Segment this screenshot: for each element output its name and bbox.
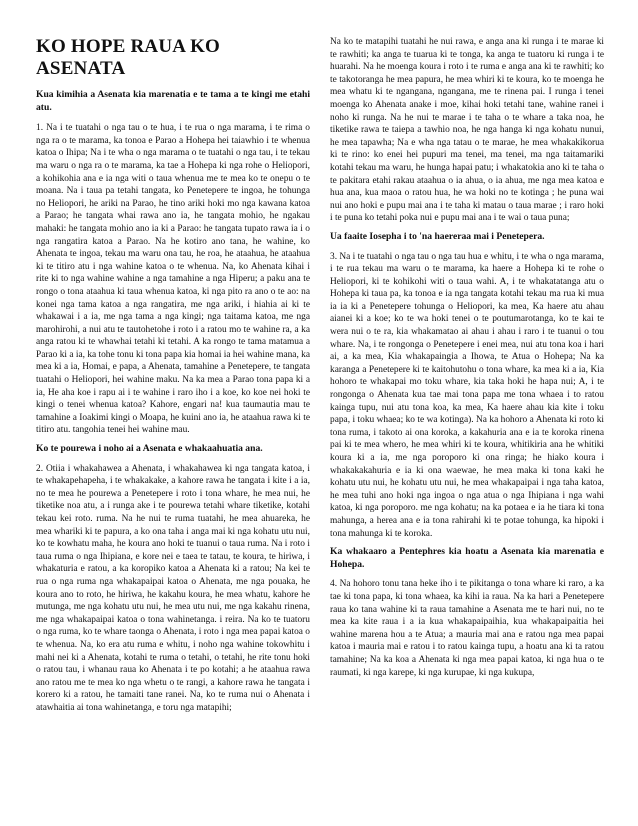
paragraph-2: 2. Otiia i whakahawea a Ahenata, i whakahawea ki nga tangata katoa, i te whakapehapeha, i te whakakake, a kahore rawa he tangata i kite i a ia, no te mea he pourewa a Penetepere i roto i tona whare, he mea nui, he tiketike noa atu, a i runga ake i te pourewa tetahi whare tiketike, kotahi tekau kei roto. ruma. Na he nui te ruma tuatahi, he mea ahuareka, he mea whariki ki te papura, a ko ona taha i anga mai ki nga kohatu utu nui, ko te kowhatu maha, he koura ano hoki te tuanui o taua ruma. Na i roto i taua ruma o nga Ihipiana, e kore nei e taea te tatau, te koura, te hiriwa, i whakaturia e ratou, a ka koropiko katoa a Ahenata ki a ratou; Na kei te rua o nga ruma nga whakapaipai katoa o Ahenata, me nga pouaka, he koura ano to roto, he hiriwa, he kakahu koura, he mea whatu, kahore he mutunga, me nga kohatu utu nui, he mea utu nui, me nga kakahu rinena, me nga whakapaipai katoa o tona wahinetanga. i reira. Na ko te tuatoru o nga ruma, ko te whare taonga o Ahenata, i roto i nga mea papai katoa o te whenua. Na, ko era atu ruma e whitu, i noho nga wahine tokowhitu i mahi nei ki a Ahenata, kotahi te ruma o tetahi, o tetahi, he rite tonu hoki o ratou tau, i whanau raua ko Ahenata i te po kotahi; a he ataahua rawa ano ratou me te mea ko nga whetu o te rangi, a kahore rawa he tangata i korero ki a ratou, he tamaiti tane ranei. Na, ko te ruma nui o Ahenata i atawhaitia ai tona wahinetanga, e toru nga matapihi; [36, 463, 310, 713]
right-column [330, 36, 604, 806]
paragraph-4: 4. Na hohoro tonu tana heke iho i te pikitanga o tona whare ki raro, a ka tae ki tona papa, ki tona whaea, ka kihi ia raua. Na ka hari a Penetepere raua ko tana wahine ki ta raua tamahine a Asenata me te hari nui, no te mea ka kite raua i a ia kua whakapaipaihia, kua whakapaipaitia hei wahine marena hou a te Atua; a mauria mai ana e ratou nga mea papai katoa i mauria mai e ratou i to ratou kainga tupu, a hoatu ana ki ta ratou tamahine; Na ka koa a Ahenata ki nga mea papai katoa, ki nga hua o te raumati, ki nga karepe, ki nga kurupae, ki nga kukupa, [330, 579, 604, 678]
paragraph-1: 1. Na i te tuatahi o nga tau o te hua, i te rua o nga marama, i te rima o nga ra o te marama, ka tonoa e Parao a Hohepa hei taiawhio i te whenua katoa o Ihipa; Na i te wha o nga marama o te tuatahi o nga tau, i te tekau ma waru o nga ra o te marama, ka tae a Hohepa ki nga rohe o Heliopori, a kohikohia ana e ia nga witi o taua whenua me te mea ko te onepu o te moana. Na i taua pa tetahi tangata, ko Penetepere te ingoa, he tohunga no Heliopori, he ariki na Parao, he tino ariki hoki mo nga kawana katoa a Parao; he tangata whai rawa ano ia, he tangata mohio, he ngakau mahaki: he tangata mohio ano ia ki a Parao: he tangata tupato rawa ia i o nga rangatira katoa a Parao. Na he kotiro ano tana, he wahine, ko Ahenata te ingoa, tekau ma waru ona tau, he roa, he ataahua, he ataahua ki te titiro atu i nga wahine katoa o te whenua. Na, ko Ahenata kihai i rite ki to nga wahine wahine a nga tamahine a nga Hiperu; a paku ana te rongo o tona ataahua ki taua whenua katoa, ki nga pito ra ano o te ao: na konei nga tama katoa a nga rangatira, me nga ariki, i hiahia ai ki te whakawai i a ia, me nga tama a nga kingi; nga taitama katoa, me nga marohirohi, a nui atu te tautohetohe i roto i a ratou mo te wahine ra, a ka anga ratou ki te whawhai tetahi ki tetahi. A ka rongo te tama matamua a Parao ki a ia, ka tohe tonu ki tona papa kia homai ia hei wahine mana, ka mea ki a ia, Homai, e papa, a Ahenata, tamahine a Penetepere, te tangata tuatahi o Heliopori, hei wahine maku. Na ka mea a Parao tona papa ki a ia, He aha koe i rapu ai i te wahine i raro iho i a koe, ko koe nei hoki te kingi o tenei whenua katoa? Kahore, engari na! kua taumautia mau te tamahine a Ioakimi kingi o Moapa, he kuini ano ia, he ataahua rawa ki te titiro atu. tangohia tenei hei wahine mau. [36, 123, 310, 436]
document-subtitle: Kua kimihia a Asenata kia marenatia e te tama a te kingi me etahi atu. [36, 89, 310, 113]
paragraph-3: 3. Na i te tuatahi o nga tau o nga tau hua e whitu, i te wha o nga marama, i te rua tekau ma waru o te marama, ka haere a Hohepa ki te rohe o Heliopori, ki te kohikohi witi o taua wahi. A, i te whakatatanga atu o Hohepa ki taua pa, ka tonoa e ia nga tangata kotahi tekau ma rua ki mua ia ia ki a Penetepere tohunga o Heliopori, ka mea, Ka haere atu ahau aianei ki a koe; ko te wa hoki tenei o te poutumarotanga, ko te kai te wera nui o te ra, kia whakamatao ai ahau i ahau i raro i te tuanui o tou whare. Na, i te rongonga o Penetepere i enei mea, nui atu tona koa i hari ai, a ka mea, Kia whakapaingia a Ihowa, te Atua o Hohepa; Na ka karanga a Penetepere ki te kaitohutohu o tona whare, ka mea ki a ia, Kia hohoro te whakapai mo toku whare, kia taka hoki he hapa nui; A, i te rongonga o Ahenata kua tae mai tona papa me tona whaea i to ratou kainga tupu, nui atu tona koa, ka mea, Ka haere ahau kia kite i toku papa, i toku whaea; ko te wa kotinga). Na ka hohoro a Ahenata ki roto ki tona ruma, i takoto ai ona koroka, a kakahuria ana e ia te koroka rinena pai ki te mea whero, he mea whiri ki te koura, whitikiria ana he whitiki koura ki a ia, me nga poroporo ki ona ringa; he hiako koura i whakakakahuria e ia ki ona waewae, he mea maka ki tona kaki he kohatu utu nui, he kohatu utu nui, he mea whakapaipai i nga taha katoa, he mea tuhi ano hoki nga ingoa o nga atua o nga Ihipiana i nga wahi katoa, ki nga poroporo. me nga kohatu; na ka potaea e ia he tiara ki tona mahunga, a herea ana e ia tona rahirahi ki te potae tohunga, ka hipoki i tona mahunga ki te koroka. [330, 251, 604, 539]
document-title: KO HOPE RAUA KO ASENATA [36, 36, 221, 79]
section-heading-joseph-arrival: Ua faaite Iosepha i to 'na haereraa mai i Penetepera. [330, 230, 545, 242]
section-heading-marriage-plan: Ka whakaaro a Pentephres kia hoatu a Asenata kia marenatia e Hohepa. [330, 546, 604, 570]
section-heading-tower: Ko te pourewa i noho ai a Asenata e whakaahuatia ana. [36, 443, 263, 455]
left-column [36, 36, 310, 806]
paragraph-2-continued: Na ko te matapihi tuatahi he nui rawa, e anga ana ki runga i te marae ki te rawhiti; ka anga te tuarua ki te tonga, ka anga te tuatoru ki runga i te huarahi. Na he moenga koura i roto i te ruma e anga ana ki te rawhiti; ko te takotoranga he mea papura, he mea whiri ki te koura, ko te moenga he mea whatu ki te ngangana, ngangana, me te rinena pai. I runga i tenei moenga ko Ahenata anake i moe, kihai hoki tetahi tane, wahine ranei i noho ki runga. Na he nui te marae i te taha o te whare a taka noa, he tiketike rawa te taiepa a tawhio noa, he nga hanga ki nga kohatu nunui, he mea tapawha; Na e wha nga tatau o te marae, he mea whakakikorua ki te rino: ko enei hei pupuri ma tenei, ma tenei, ma nga taitamariki kotahi tekau ma waru, he hunga hapai patu; i whakatokia ano ki te taha o te pakitara etahi rakau ataahua o ia ahua, o ia ahua, me nga mea katoa e hua ana, kua maoa o ratou hua, he wa hoki no te kotinga ; he puna wai nui ano hoki e pupu mai ana i te taha ki matau o taua marae ; i raro hoki i te puna ko tetahi poka nui e pupu mai ana i te wai o taua puna; [330, 37, 604, 224]
